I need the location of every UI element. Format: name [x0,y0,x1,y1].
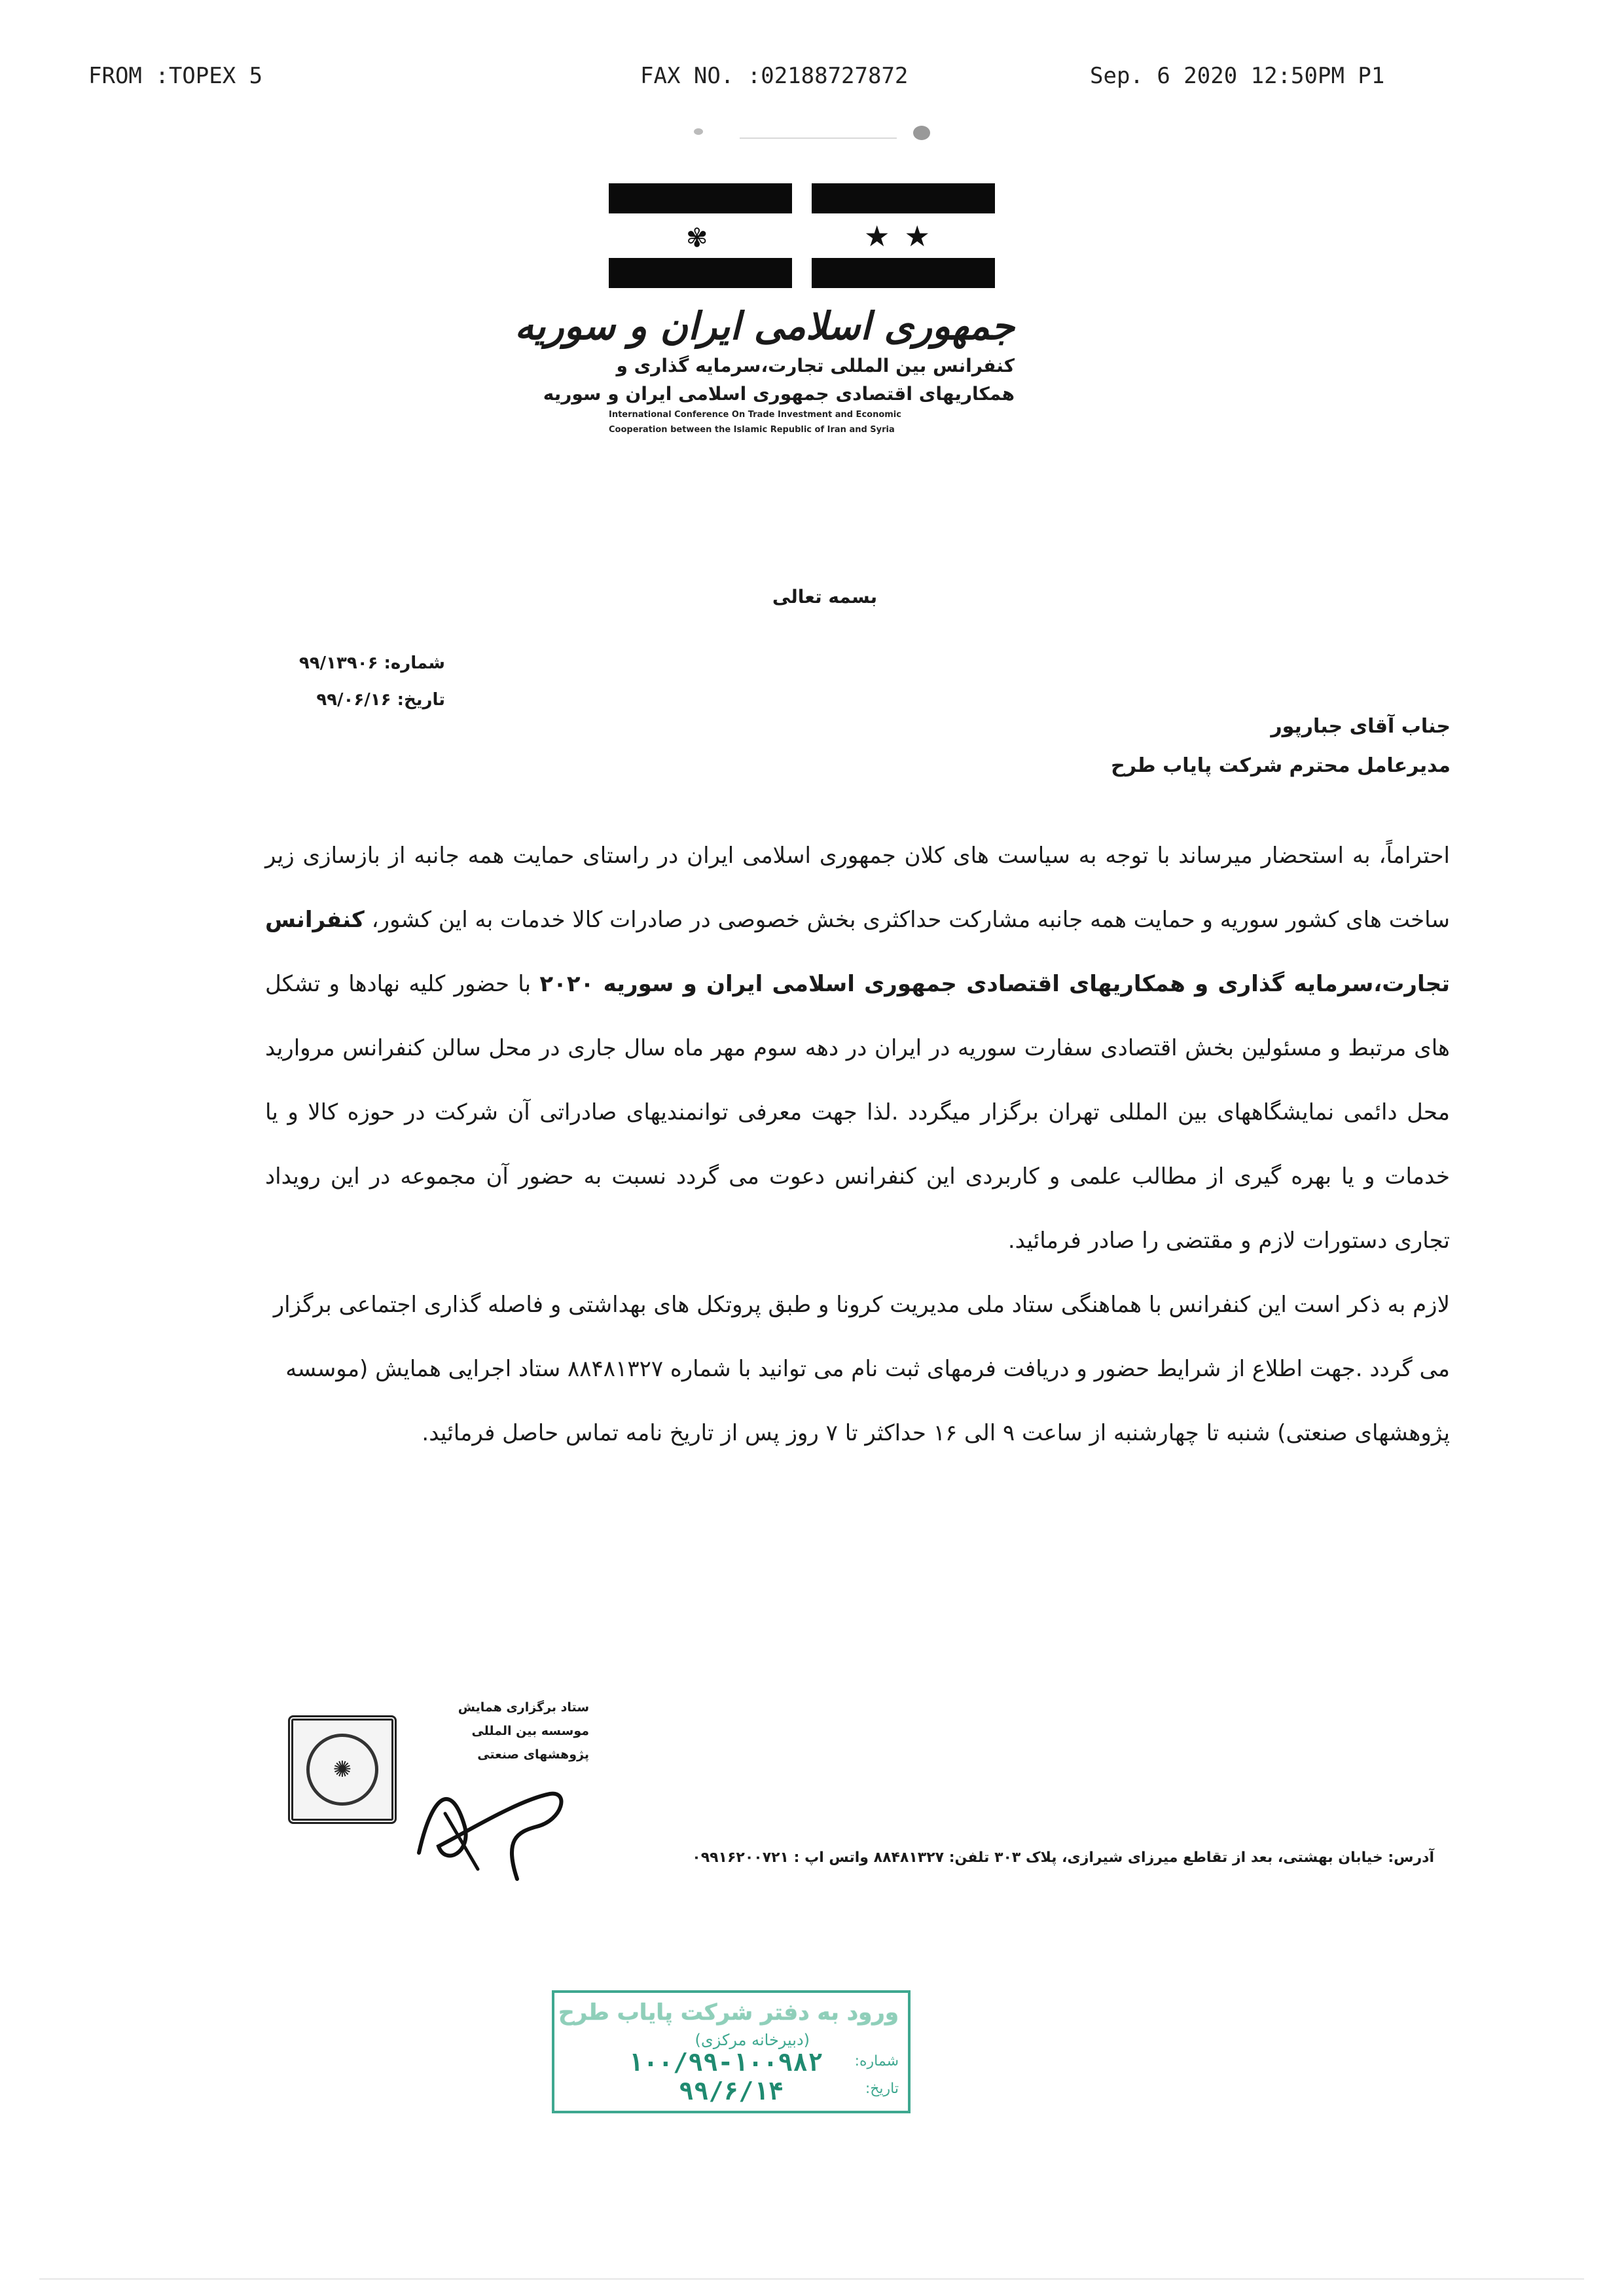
reference-number: ۹۹/۱۳۹۰۶ [298,653,378,673]
body-paragraph-2: لازم به ذکر است این کنفرانس با هماهنگی ستاد ملی مدیریت کرونا و طبق پروتکل های بهداشتی و فاصله گذاری اجتماعی برگزار می گردد .جهت اطلاع از شرایط حضور و دریافت فرمهای ثبت نام می توانید با شماره ۸۸۴۸۱۳۲۷ ستاد اجرایی همایش (موسسه پژوهشهای صنعتی) شنبه تا چهارشنبه از ساعت ۹ الی ۱۶ حداکثر تا ۷ روز پس از تاریخ نامه تماس حاصل فرمائید. [273,1292,1450,1446]
footer-address: آدرس: خیابان بهشتی، بعد از تقاطع میرزای شیرازی، پلاک ۳۰۳ تلفن: ۸۸۴۸۱۳۲۷ واتس اپ : ۰۹۹۱۶۲۰۰۷۲۱ [692,1850,1434,1866]
stamp-date-label: تاریخ: [865,2081,899,2097]
receipt-stamp [552,1990,911,2113]
scan-line [740,137,897,139]
reference-date: ۹۹/۰۶/۱۶ [316,690,391,710]
fax-from: FROM :TOPEX 5 [88,63,263,89]
logo-subtitle-2: همکاریهای اقتصادی جمهوری اسلامی ایران و سوریه [543,383,1015,405]
signature-icon [406,1755,576,1886]
logo-english-2: Cooperation between the Islamic Republic of Iran and Syria [609,425,895,435]
fax-header [0,63,1624,102]
addressee [1111,707,1451,786]
syria-flag-icon: ★★ [812,183,995,288]
letterhead-logo [514,183,1015,435]
logo-english-1: International Conference On Trade Investment and Economic [609,410,901,420]
stamp-number: ۱۰۰/۹۹-۱۰۰۹۸۲ [628,2048,823,2077]
reference-date-row [275,682,445,718]
letter-body [265,824,1450,1465]
addressee-title: مدیرعامل محترم شرکت پایاب طرح [1111,754,1451,777]
reference-number-label: شماره: [384,653,445,673]
conference-name: کنفرانس تجارت،سرمایه گذاری و همکاریهای اقتصادی جمهوری اسلامی ایران و سوریه ۲۰۲۰ [265,907,1450,997]
logo-subtitle-1: کنفرانس بین المللی تجارت،سرمایه گذاری و [616,355,1015,376]
stamp-title: ورود به دفتر شرکت پایاب طرح [558,1999,899,2026]
scan-speck [913,126,930,140]
stamp-date: ۹۹/۶/۱۴ [678,2077,784,2105]
official-seal-icon: ✺ [288,1715,397,1824]
reference-date-label: تاریخ: [397,690,445,710]
fax-number: FAX NO. :02188727872 [640,63,909,89]
iran-flag-icon: ✾ [609,183,792,288]
bismillah-heading: بسمه تعالی [772,586,878,608]
body-paragraph-1: احتراماً، به استحضار میرساند با توجه به سیاست های کلان جمهوری اسلامی ایران در راستای حمایت همه جانبه از بازسازی زیر ساخت های کشور سوریه و حمایت همه جانبه مشارکت حداکثری بخش خصوصی در صادرات کالا خدمات به این کشور، کنفرانس تجارت،سرمایه گذاری و همکاریهای اقتصادی جمهوری اسلامی ایران و سوریه ۲۰۲۰ با حضور کلیه نهادها و تشکل های مرتبط و مسئولین بخش اقتصادی سفارت سوریه در ایران در دهه سوم مهر ماه سال جاری در محل سالن کنفرانس مروارید محل دائمی نمایشگاههای بین المللی تهران برگزار میگردد .لذا جهت معرفی توانمندیهای صادراتی آن شرکت در حوزه کالا و یا خدمات و یا بهره گیری از مطالب علمی و کاربردی این کنفرانس دعوت می گردد نسبت به حضور آن مجموعه در این رویداد تجاری دستورات لازم و مقتضی را صادر فرمائید. [265,843,1451,1254]
scan-edge [39,2278,1584,2280]
stamp-subtitle: (دبیرخانه مرکزی) [695,2031,810,2049]
addressee-name: جناب آقای جبارپور [1271,715,1451,738]
stamp-number-label: شماره: [854,2053,899,2069]
logo-title: جمهوری اسلامی ایران و سوریه [514,304,1015,348]
scan-speck [694,128,703,135]
reference-block [275,645,445,718]
reference-number-row [275,645,445,682]
organizer-label: ستاد برگزاری همایش موسسه بین المللی پژوهشهای صنعتی [458,1700,589,1762]
signature-area [262,1676,628,1892]
fax-date-time: Sep. 6 2020 12:50PM P1 [1090,63,1385,89]
flags [609,183,1015,295]
